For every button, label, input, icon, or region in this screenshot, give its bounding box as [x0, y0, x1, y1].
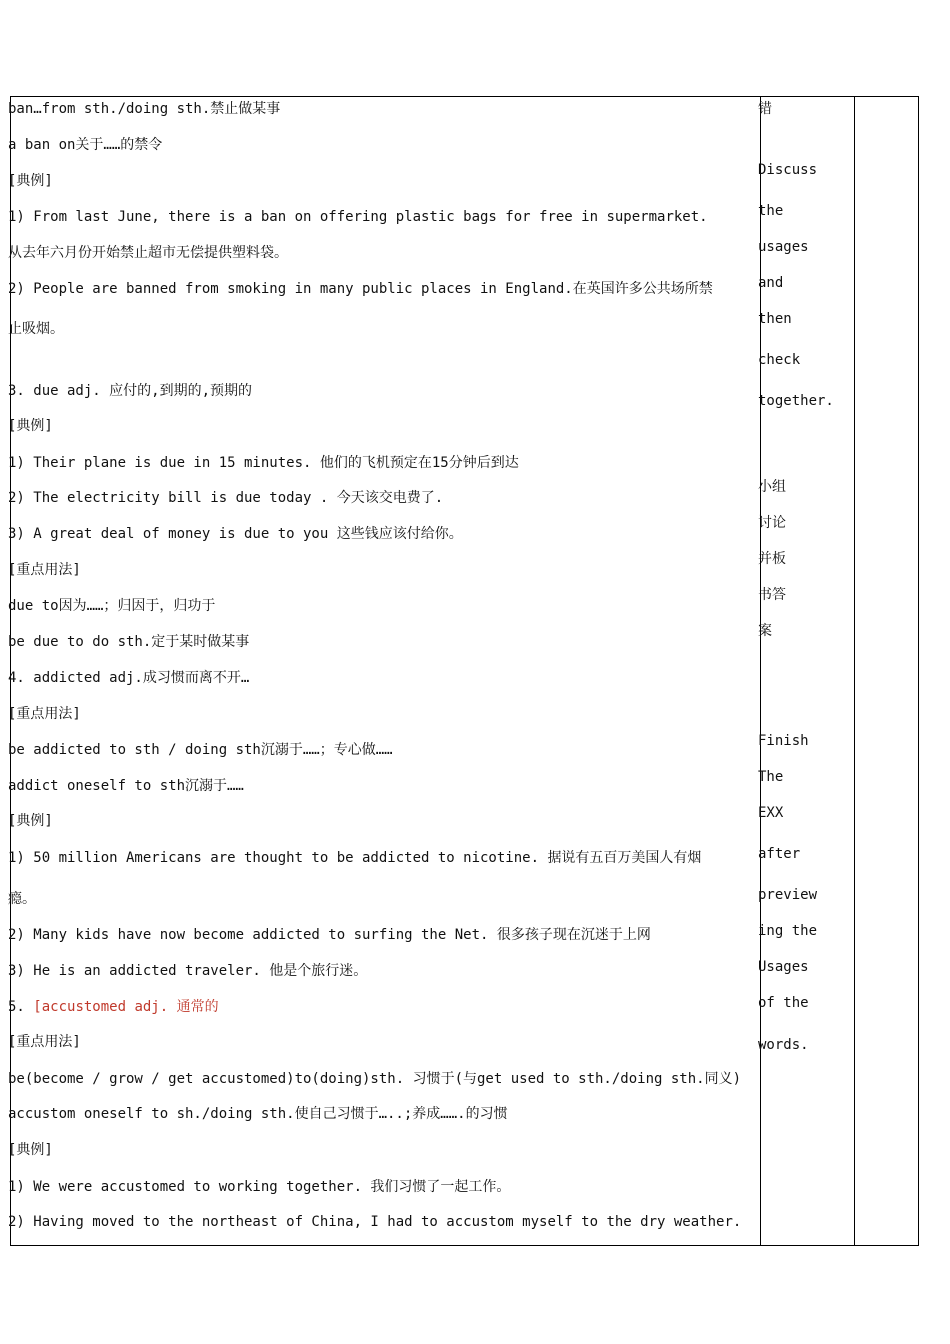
- activity-line: Discuss: [758, 162, 818, 178]
- column-divider: [854, 97, 855, 1245]
- text-line: 1) We were accustomed to working together. 我们习惯了一起工作。: [8, 1179, 511, 1195]
- text-line: 2) Having moved to the northeast of China, I had to accustom myself to the dry weather.: [8, 1214, 742, 1230]
- activity-line: then: [758, 311, 792, 327]
- text-line: addict oneself to sth沉溺于……: [8, 778, 244, 794]
- activity-line: Finish: [758, 733, 809, 749]
- activity-line: 讨论: [758, 515, 786, 531]
- activity-line: EXX: [758, 805, 784, 821]
- activity-line: preview: [758, 887, 818, 903]
- accustomed-heading: [accustomed adj. 通常的: [33, 999, 219, 1015]
- activity-line: after: [758, 846, 801, 862]
- activity-line: 书答: [758, 587, 786, 603]
- text-line: be addicted to sth / doing sth沉溺于……；专心做……: [8, 742, 393, 758]
- text-line: 1) 50 million Americans are thought to be addicted to nicotine. 据说有五百万美国人有烟: [8, 850, 702, 866]
- activity-line: the: [758, 203, 784, 219]
- activity-line: ing the: [758, 923, 818, 939]
- text-line: ban…from sth./doing sth.禁止做某事: [8, 101, 281, 117]
- activity-line: and: [758, 275, 784, 291]
- activity-line: 并板: [758, 551, 786, 567]
- activity-line: 错: [758, 101, 772, 117]
- activity-line: of the: [758, 995, 809, 1011]
- activity-line: Usages: [758, 959, 809, 975]
- text-line: 2) People are banned from smoking in many public places in England.在英国许多公共场所禁: [8, 281, 713, 297]
- text-line: [典例]: [8, 1142, 53, 1158]
- text-line: 1) Their plane is due in 15 minutes. 他们的飞机预定在15分钟后到达: [8, 455, 519, 471]
- text-line: [典例]: [8, 173, 53, 189]
- text-line: [8, 998, 219, 1016]
- text-line: 止吸烟。: [8, 321, 64, 337]
- activity-line: usages: [758, 239, 809, 255]
- activity-line: 案: [758, 623, 772, 639]
- text-line: a ban on关于……的禁令: [8, 137, 163, 153]
- text-line: [典例]: [8, 813, 53, 829]
- text-line: 瘾。: [8, 891, 36, 907]
- column-divider: [760, 97, 761, 1245]
- text-line: accustom oneself to sh./doing sth.使自己习惯于…..;养成…….的习惯: [8, 1106, 508, 1122]
- text-line: be(become / grow / get accustomed)to(doing)sth. 习惯于(与get used to sth./doing sth.同义): [8, 1071, 742, 1087]
- text-line: 4. addicted adj.成习惯而离不开…: [8, 670, 250, 686]
- activity-line: check: [758, 352, 801, 368]
- activity-line: 小组: [758, 479, 786, 495]
- text-line: 1) From last June, there is a ban on offering plastic bags for free in supermarket.: [8, 209, 708, 225]
- text-line: due to因为……；归因于，归功于: [8, 598, 216, 614]
- text-line: 2) The electricity bill is due today . 今天该交电费了.: [8, 490, 444, 506]
- text-line: [重点用法]: [8, 706, 81, 722]
- text-line: 3. due adj. 应付的,到期的,预期的: [8, 383, 253, 399]
- activity-line: words.: [758, 1037, 809, 1053]
- text-line: be due to do sth.定于某时做某事: [8, 634, 250, 650]
- item-number: 5.: [8, 999, 34, 1015]
- text-line: [重点用法]: [8, 1034, 81, 1050]
- text-line: 从去年六月份开始禁止超市无偿提供塑料袋。: [8, 245, 288, 261]
- activity-line: The: [758, 769, 784, 785]
- text-line: [重点用法]: [8, 562, 81, 578]
- text-line: 2) Many kids have now become addicted to surfing the Net. 很多孩子现在沉迷于上网: [8, 927, 651, 943]
- text-line: [典例]: [8, 418, 53, 434]
- activity-line: together.: [758, 393, 834, 409]
- text-line: 3) A great deal of money is due to you 这些钱应该付给你。: [8, 526, 463, 542]
- text-line: 3) He is an addicted traveler. 他是个旅行迷。: [8, 963, 368, 979]
